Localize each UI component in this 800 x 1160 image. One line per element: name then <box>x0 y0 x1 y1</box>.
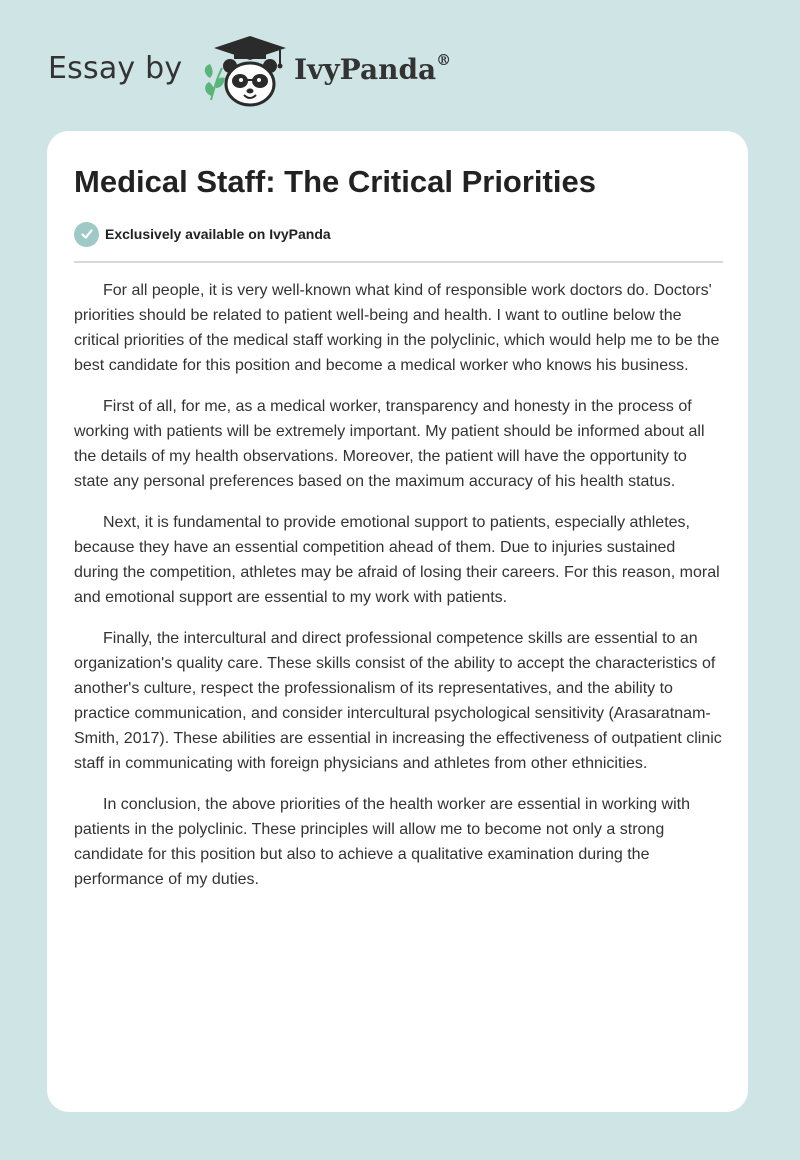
site-header <box>48 34 748 110</box>
essay-by-label: Essay by <box>48 51 183 86</box>
essay-paragraph: Next, it is fundamental to provide emotional support to patients, especially athletes, because they have an essential competition ahead of them. Due to injuries sustained during the competition, athletes may be afraid of losing their careers. For this reason, moral and emotional support are essential to my work with patients. <box>74 514 720 606</box>
essay-card <box>47 131 748 1112</box>
page-title: Medical Staff: The Critical Priorities <box>74 164 596 199</box>
exclusive-badge-label: Exclusively available on IvyPanda <box>105 226 331 242</box>
panda-logo-icon[interactable] <box>200 34 292 110</box>
brand-text: IvyPanda <box>294 53 437 86</box>
registered-mark: ® <box>436 50 452 69</box>
exclusive-badge <box>74 221 331 247</box>
title-divider <box>74 261 723 263</box>
brand-name[interactable] <box>294 50 452 86</box>
essay-body <box>74 278 724 908</box>
essay-paragraph: In conclusion, the above priorities of the health worker are essential in working with patients in the polyclinic. These principles will allow me to become not only a strong candidate for this position but also to achieve a qualitative examination during the performance of my duties. <box>74 796 690 888</box>
check-icon <box>74 222 99 247</box>
essay-paragraph: Finally, the intercultural and direct professional competence skills are essential to an organization's quality care. These skills consist of the ability to accept the characteristics of another's culture, respect the professionalism of its representatives, and the ability to practice communication, and consider intercultural psychological sensitivity (Arasaratnam-Smith, 2017). These abilities are essential in increasing the effectiveness of outpatient clinic staff in communicating with foreign physicians and athletes from other ethnicities. <box>74 630 722 772</box>
essay-paragraph: First of all, for me, as a medical worker, transparency and honesty in the process of working with patients will be extremely important. My patient should be informed about all the details of my health observations. Moreover, the patient will have the opportunity to state any personal preferences based on the maximum accuracy of his health status. <box>74 398 705 490</box>
essay-paragraph: For all people, it is very well-known what kind of responsible work doctors do. Doctors' priorities should be related to patient well-being and health. I want to outline below the critical priorities of the medical staff working in the polyclinic, which would help me to be the best candidate for this position and become a medical worker who knows his business. <box>74 282 720 374</box>
